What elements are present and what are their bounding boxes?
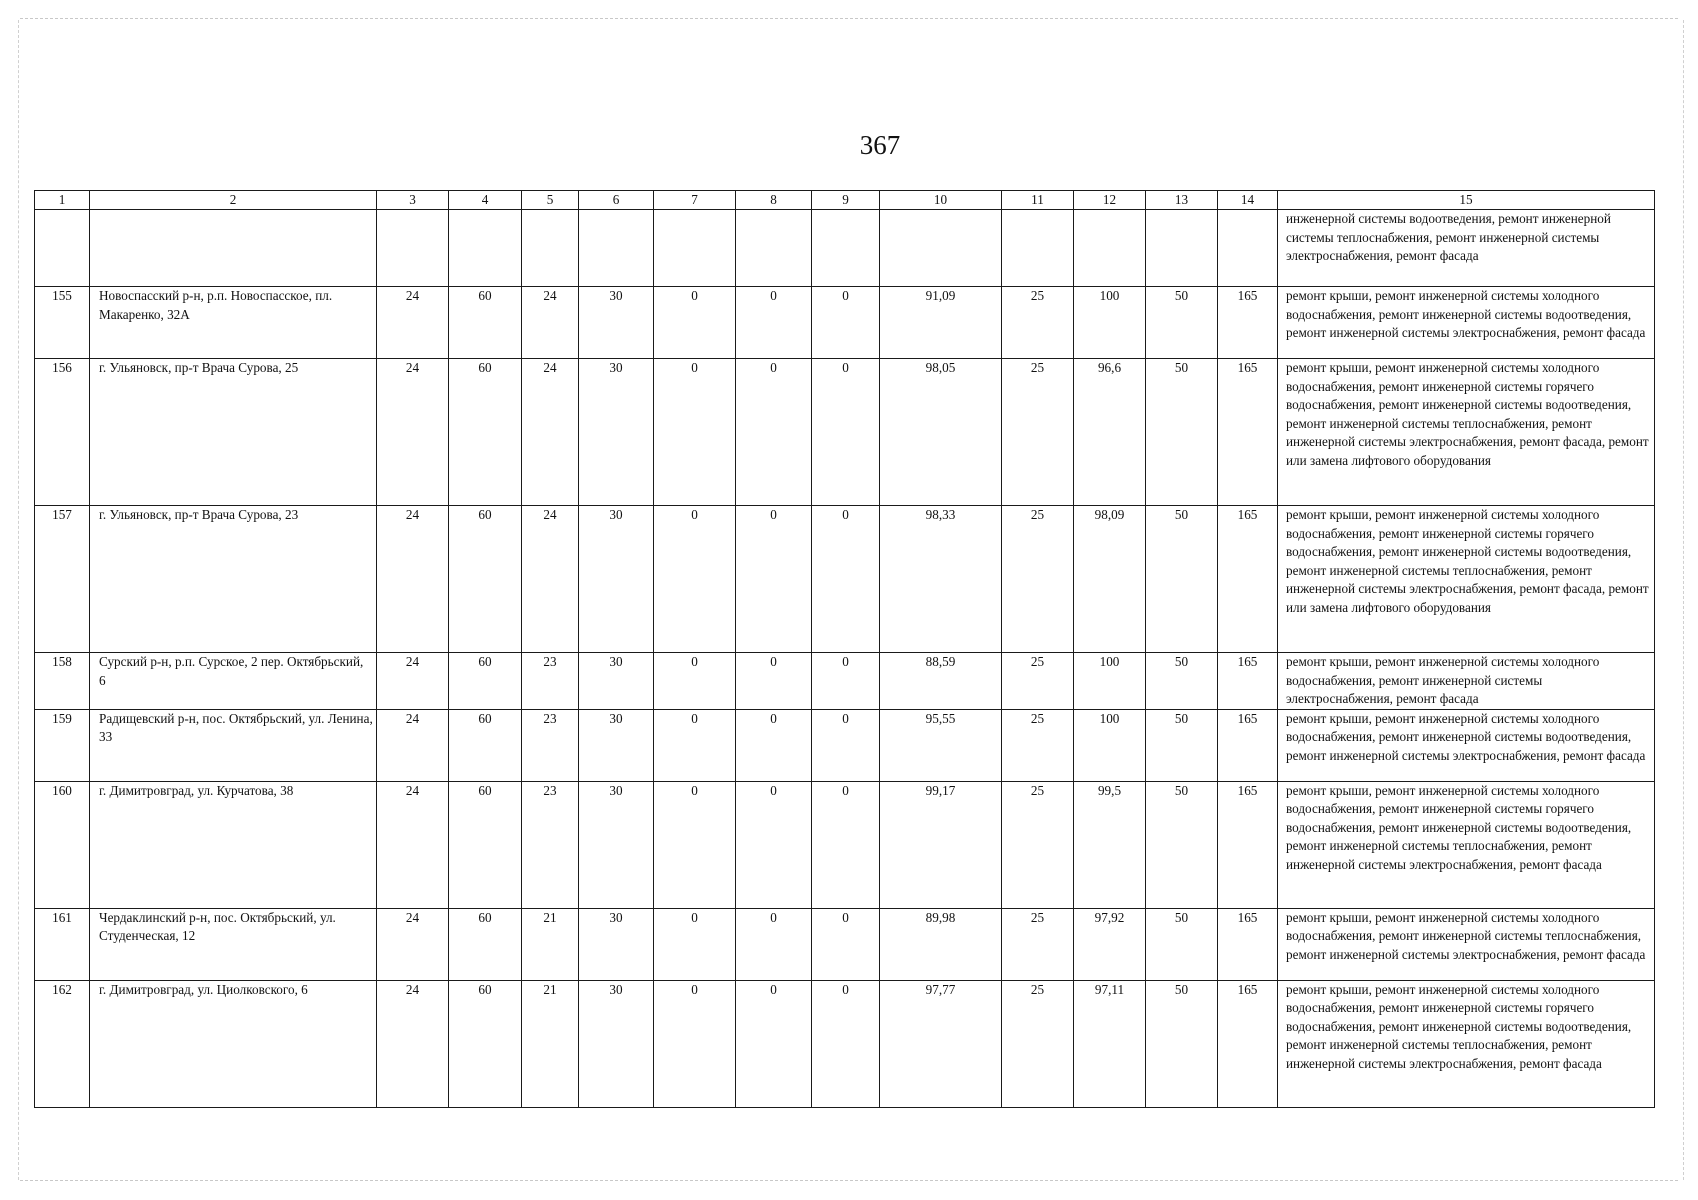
cell-col-7 (654, 210, 736, 287)
cell-col-12: 97,92 (1074, 908, 1146, 980)
cell-works-description: ремонт крыши, ремонт инженерной системы холодного водоснабжения, ремонт инженерной системы электроснабжения, ремонт фасада (1278, 653, 1655, 710)
cell-col-11: 25 (1002, 908, 1074, 980)
cell-col-11: 25 (1002, 653, 1074, 710)
cell-col-5: 21 (522, 980, 579, 1107)
cell-works-description: инженерной системы водоотведения, ремонт инженерной системы теплоснабжения, ремонт инженерной системы электроснабжения, ремонт фасада (1278, 210, 1655, 287)
cell-col-9: 0 (812, 908, 880, 980)
table-row-160 (35, 781, 1655, 908)
cell-col-7: 0 (654, 781, 736, 908)
register-table (34, 190, 1655, 1108)
cell-col-14: 165 (1218, 359, 1278, 506)
table-row-161 (35, 908, 1655, 980)
cell-col-3: 24 (377, 908, 449, 980)
cell-col-14: 165 (1218, 980, 1278, 1107)
cell-works-description: ремонт крыши, ремонт инженерной системы холодного водоснабжения, ремонт инженерной системы горячего водоснабжения, ремонт инженерной системы водоотведения, ремонт инженерной системы теплоснабжения, ремонт инженерной системы электроснабжения, ремонт фасада, ремонт или замена лифтового оборудования (1278, 506, 1655, 653)
cell-col-12: 97,11 (1074, 980, 1146, 1107)
cell-col-5: 23 (522, 781, 579, 908)
cell-col-9: 0 (812, 781, 880, 908)
cell-col-11: 25 (1002, 709, 1074, 781)
table-row-158 (35, 653, 1655, 710)
cell-col-12: 98,09 (1074, 506, 1146, 653)
cell-col-9: 0 (812, 506, 880, 653)
cell-col-12 (1074, 210, 1146, 287)
cell-address: Чердаклинский р-н, пос. Октябрьский, ул. Студенческая, 12 (90, 908, 377, 980)
cell-col-7: 0 (654, 908, 736, 980)
cell-number: 161 (35, 908, 90, 980)
cell-col-6: 30 (579, 653, 654, 710)
cell-col-7: 0 (654, 709, 736, 781)
cell-col-8: 0 (736, 653, 812, 710)
cell-col-14 (1218, 210, 1278, 287)
cell-works-description: ремонт крыши, ремонт инженерной системы холодного водоснабжения, ремонт инженерной системы горячего водоснабжения, ремонт инженерной системы водоотведения, ремонт инженерной системы теплоснабжения, ремонт инженерной системы электроснабжения, ремонт фасада (1278, 980, 1655, 1107)
cell-works-description: ремонт крыши, ремонт инженерной системы холодного водоснабжения, ремонт инженерной системы водоотведения, ремонт инженерной системы электроснабжения, ремонт фасада (1278, 287, 1655, 359)
table-row-159 (35, 709, 1655, 781)
cell-col-13: 50 (1146, 980, 1218, 1107)
cell-col-11: 25 (1002, 359, 1074, 506)
cell-col-14: 165 (1218, 653, 1278, 710)
cell-col-13 (1146, 210, 1218, 287)
cell-number (35, 210, 90, 287)
cell-col-3: 24 (377, 287, 449, 359)
cell-col-8 (736, 210, 812, 287)
table-row-162 (35, 980, 1655, 1107)
cell-col-7: 0 (654, 359, 736, 506)
cell-col-5: 23 (522, 709, 579, 781)
header-col-13: 13 (1146, 191, 1218, 210)
cell-col-13: 50 (1146, 709, 1218, 781)
cell-col-11: 25 (1002, 287, 1074, 359)
cell-works-description: ремонт крыши, ремонт инженерной системы холодного водоснабжения, ремонт инженерной системы горячего водоснабжения, ремонт инженерной системы водоотведения, ремонт инженерной системы теплоснабжения, ремонт инженерной системы электроснабжения, ремонт фасада (1278, 781, 1655, 908)
cell-col-9: 0 (812, 287, 880, 359)
header-col-10: 10 (880, 191, 1002, 210)
cell-col-9: 0 (812, 359, 880, 506)
cell-address: Новоспасский р-н, р.п. Новоспасское, пл. Макаренко, 32А (90, 287, 377, 359)
cell-col-9: 0 (812, 653, 880, 710)
cell-col-3: 24 (377, 359, 449, 506)
scan-edge-left (18, 20, 19, 1180)
cell-address: г. Димитровград, ул. Циолковского, 6 (90, 980, 377, 1107)
cell-number: 157 (35, 506, 90, 653)
cell-col-9: 0 (812, 980, 880, 1107)
cell-col-13: 50 (1146, 908, 1218, 980)
cell-col-8: 0 (736, 980, 812, 1107)
cell-col-13: 50 (1146, 781, 1218, 908)
cell-col-10: 89,98 (880, 908, 1002, 980)
cell-col-10: 95,55 (880, 709, 1002, 781)
cell-col-6: 30 (579, 506, 654, 653)
header-col-15: 15 (1278, 191, 1655, 210)
cell-address: г. Ульяновск, пр-т Врача Сурова, 25 (90, 359, 377, 506)
header-col-1: 1 (35, 191, 90, 210)
cell-col-8: 0 (736, 709, 812, 781)
header-col-6: 6 (579, 191, 654, 210)
cell-col-6 (579, 210, 654, 287)
cell-col-8: 0 (736, 287, 812, 359)
cell-col-10: 88,59 (880, 653, 1002, 710)
cell-col-8: 0 (736, 359, 812, 506)
cell-address: Радищевский р-н, пос. Октябрьский, ул. Ленина, 33 (90, 709, 377, 781)
cell-col-6: 30 (579, 709, 654, 781)
cell-col-13: 50 (1146, 287, 1218, 359)
header-col-7: 7 (654, 191, 736, 210)
cell-works-description: ремонт крыши, ремонт инженерной системы холодного водоснабжения, ремонт инженерной системы теплоснабжения, ремонт инженерной системы электроснабжения, ремонт фасада (1278, 908, 1655, 980)
cell-col-12: 99,5 (1074, 781, 1146, 908)
cell-col-14: 165 (1218, 908, 1278, 980)
cell-col-3: 24 (377, 781, 449, 908)
header-col-3: 3 (377, 191, 449, 210)
cell-col-3 (377, 210, 449, 287)
cell-col-13: 50 (1146, 653, 1218, 710)
cell-col-3: 24 (377, 980, 449, 1107)
cell-col-12: 100 (1074, 287, 1146, 359)
cell-col-5 (522, 210, 579, 287)
cell-col-14: 165 (1218, 781, 1278, 908)
table-row-continuation (35, 210, 1655, 287)
cell-col-10: 98,05 (880, 359, 1002, 506)
cell-col-7: 0 (654, 287, 736, 359)
cell-col-12: 100 (1074, 709, 1146, 781)
cell-col-3: 24 (377, 709, 449, 781)
cell-col-5: 23 (522, 653, 579, 710)
cell-address: Сурский р-н, р.п. Сурское, 2 пер. Октябрьский, 6 (90, 653, 377, 710)
cell-address (90, 210, 377, 287)
header-col-12: 12 (1074, 191, 1146, 210)
scan-edge-right (1683, 20, 1684, 1180)
header-col-11: 11 (1002, 191, 1074, 210)
cell-col-6: 30 (579, 908, 654, 980)
cell-col-4: 60 (449, 781, 522, 908)
cell-col-4: 60 (449, 359, 522, 506)
cell-col-10 (880, 210, 1002, 287)
cell-number: 159 (35, 709, 90, 781)
cell-col-9: 0 (812, 709, 880, 781)
cell-col-6: 30 (579, 359, 654, 506)
header-row (35, 191, 1655, 210)
cell-col-10: 99,17 (880, 781, 1002, 908)
cell-col-5: 24 (522, 359, 579, 506)
table-row-157 (35, 506, 1655, 653)
cell-col-4 (449, 210, 522, 287)
cell-col-6: 30 (579, 287, 654, 359)
cell-col-7: 0 (654, 980, 736, 1107)
cell-number: 162 (35, 980, 90, 1107)
header-col-8: 8 (736, 191, 812, 210)
cell-col-6: 30 (579, 781, 654, 908)
cell-col-8: 0 (736, 781, 812, 908)
cell-col-4: 60 (449, 709, 522, 781)
cell-col-4: 60 (449, 287, 522, 359)
table-row-155 (35, 287, 1655, 359)
cell-col-11: 25 (1002, 980, 1074, 1107)
cell-address: г. Димитровград, ул. Курчатова, 38 (90, 781, 377, 908)
cell-col-11: 25 (1002, 506, 1074, 653)
cell-col-7: 0 (654, 506, 736, 653)
cell-number: 155 (35, 287, 90, 359)
cell-col-4: 60 (449, 506, 522, 653)
cell-col-8: 0 (736, 908, 812, 980)
cell-col-10: 91,09 (880, 287, 1002, 359)
cell-col-3: 24 (377, 653, 449, 710)
cell-number: 158 (35, 653, 90, 710)
cell-col-9 (812, 210, 880, 287)
cell-col-11: 25 (1002, 781, 1074, 908)
cell-col-4: 60 (449, 908, 522, 980)
cell-col-8: 0 (736, 506, 812, 653)
header-col-9: 9 (812, 191, 880, 210)
cell-col-14: 165 (1218, 506, 1278, 653)
cell-col-5: 24 (522, 506, 579, 653)
cell-col-14: 165 (1218, 709, 1278, 781)
cell-col-10: 97,77 (880, 980, 1002, 1107)
cell-col-14: 165 (1218, 287, 1278, 359)
header-col-4: 4 (449, 191, 522, 210)
cell-col-3: 24 (377, 506, 449, 653)
cell-col-11 (1002, 210, 1074, 287)
scan-edge-bottom (20, 1180, 1678, 1181)
header-col-2: 2 (90, 191, 377, 210)
cell-address: г. Ульяновск, пр-т Врача Сурова, 23 (90, 506, 377, 653)
cell-number: 160 (35, 781, 90, 908)
cell-col-4: 60 (449, 653, 522, 710)
cell-number: 156 (35, 359, 90, 506)
cell-col-5: 21 (522, 908, 579, 980)
cell-works-description: ремонт крыши, ремонт инженерной системы холодного водоснабжения, ремонт инженерной системы горячего водоснабжения, ремонт инженерной системы водоотведения, ремонт инженерной системы теплоснабжения, ремонт инженерной системы электроснабжения, ремонт фасада, ремонт или замена лифтового оборудования (1278, 359, 1655, 506)
cell-col-6: 30 (579, 980, 654, 1107)
cell-col-4: 60 (449, 980, 522, 1107)
cell-col-12: 96,6 (1074, 359, 1146, 506)
cell-works-description: ремонт крыши, ремонт инженерной системы холодного водоснабжения, ремонт инженерной системы водоотведения, ремонт инженерной системы электроснабжения, ремонт фасада (1278, 709, 1655, 781)
page-number: 367 (859, 130, 901, 160)
cell-col-13: 50 (1146, 359, 1218, 506)
header-col-5: 5 (522, 191, 579, 210)
cell-col-5: 24 (522, 287, 579, 359)
table-row-156 (35, 359, 1655, 506)
scan-edge-top (20, 18, 1678, 19)
cell-col-13: 50 (1146, 506, 1218, 653)
cell-col-12: 100 (1074, 653, 1146, 710)
header-col-14: 14 (1218, 191, 1278, 210)
cell-col-10: 98,33 (880, 506, 1002, 653)
cell-col-7: 0 (654, 653, 736, 710)
